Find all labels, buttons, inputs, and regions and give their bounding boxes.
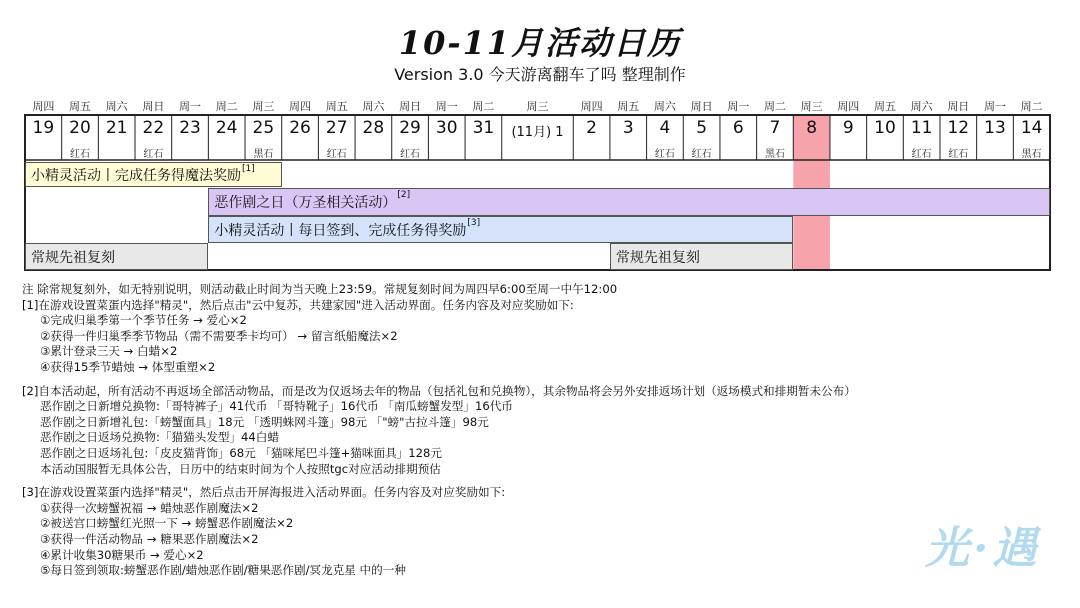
day-number: 27 <box>325 118 348 138</box>
day-number: 25 <box>252 118 275 138</box>
weekday-label: 周六 <box>105 100 128 113</box>
note-1-item: ④获得15季节蜡烛 → 体型重塑×2 <box>40 359 216 374</box>
weekday-label: 周一 <box>435 100 458 113</box>
event-bar <box>25 243 208 270</box>
weekday-label: 周四 <box>837 100 860 113</box>
weekday-label: 周日 <box>142 100 165 113</box>
event-label: 小精灵活动丨每日签到、完成任务得奖励 <box>214 222 467 239</box>
day-number: 8 <box>806 118 818 138</box>
weekday-label: 周日 <box>690 100 713 113</box>
notes-section <box>22 282 1062 579</box>
candle-badge: 黑石 <box>1021 149 1042 160</box>
day-number: 10 <box>874 118 896 138</box>
weekday-label: 周五 <box>325 100 348 113</box>
weekday-label: 周六 <box>653 100 676 113</box>
event-footnote-ref: [1] <box>242 164 255 174</box>
day-number: 11 <box>910 118 933 138</box>
event-bar <box>25 162 282 187</box>
day-number: 24 <box>215 118 238 138</box>
day-number: 3 <box>622 118 634 138</box>
day-number: 9 <box>842 118 854 138</box>
note-1-item: ①完成归巢季第一个季节任务 → 爱心×2 <box>40 313 247 328</box>
weekday-label: 周四 <box>32 100 55 113</box>
day-number: 19 <box>32 118 55 138</box>
weekday-label: 周六 <box>910 100 933 113</box>
weekday-label: 周二 <box>763 100 786 113</box>
notes-intro: 注 除常规复刻外，如无特别说明，则活动截止时间为当天晚上23:59。常规复刻时间为周四早6:00至周一中午12:00 <box>22 282 618 296</box>
page-subtitle: Version 3.0 今天游离翻车了吗 整理制作 <box>394 65 686 84</box>
day-number: 13 <box>984 118 1006 138</box>
candle-badge: 红石 <box>654 149 675 160</box>
event-label: 小精灵活动丨完成任务得魔法奖励 <box>31 167 241 184</box>
weekday-label: 周四 <box>289 100 312 113</box>
note-3-item: ①获得一次螃蟹祝福 → 蜡烛恶作剧魔法×2 <box>40 500 259 515</box>
event-bar <box>610 243 793 270</box>
weekday-label: 周四 <box>580 100 603 113</box>
weekday-label: 周日 <box>947 100 970 113</box>
day-number: 22 <box>142 118 165 138</box>
note-2-item: 恶作剧之日新增礼包:「螃蟹面具」18元 「透明蛛网斗篷」98元 「"螃"古拉斗篷」98元 <box>40 414 489 429</box>
note-1-item: ③累计登录三天 → 白蜡×2 <box>40 344 178 359</box>
candle-badge: 红石 <box>911 149 932 160</box>
note-3-item: ②被送宫口螃蟹红光照一下 → 螃蟹恶作剧魔法×2 <box>40 516 294 531</box>
weekday-label: 周三 <box>252 100 275 113</box>
note-2-item: 恶作剧之日新增兑换物:「哥特裤子」41代币 「哥特靴子」16代币 「南瓜螃蟹发型」16代币 <box>40 399 513 414</box>
weekday-label: 周一 <box>179 100 202 113</box>
weekday-label: 周二 <box>472 100 495 113</box>
weekday-label: 周五 <box>617 100 640 113</box>
candle-badge: 红石 <box>400 149 421 160</box>
day-number: 23 <box>179 118 201 138</box>
candle-badge: 红石 <box>948 149 969 160</box>
candle-badge: 黑石 <box>764 149 785 160</box>
note-2-heading: [2]自本活动起，所有活动不再返场全部活动物品，而是改为仅返场去年的物品（包括礼包和兑换物），其余物品将会另外安排返场计划（返场模式和排期暂未公布） <box>22 383 856 398</box>
note-2-item: 本活动国服暂无具体公告，日历中的结束时间为个人按照tgc对应活动排期预估 <box>40 461 441 476</box>
page-title: 10-11月活动日历 <box>398 24 682 62</box>
note-2-item: 恶作剧之日返场礼包:「皮皮猫背饰」68元 「猫咪尾巴斗篷+猫咪面具」128元 <box>40 445 443 460</box>
day-number: 6 <box>732 118 744 138</box>
note-3-heading: [3]在游戏设置菜蛋内选择"精灵"，然后点击开屏海报进入活动界面。任务内容及对应奖励如下: <box>22 485 506 500</box>
day-number: 29 <box>399 118 421 138</box>
note-2-item: 恶作剧之日返场兑换物:「猫猫头发型」44白蜡 <box>40 430 279 445</box>
day-number: 28 <box>362 118 385 138</box>
weekday-label: 周一 <box>983 100 1006 113</box>
note-3-item: ④累计收集30糖果币 → 爱心×2 <box>40 547 204 562</box>
day-number: 2 <box>586 118 597 138</box>
event-label: 常规先祖复刻 <box>615 249 700 266</box>
weekday-label: 周二 <box>215 100 238 113</box>
weekday-label: 周五 <box>873 100 896 113</box>
day-number: 31 <box>472 118 495 138</box>
day-number: 5 <box>696 118 708 138</box>
weekday-label: 周二 <box>1020 100 1043 113</box>
game-logo-watermark: 光·遇 <box>925 523 1041 574</box>
event-label: 恶作剧之日（万圣相关活动） <box>214 195 397 211</box>
day-number: 30 <box>435 118 458 138</box>
day-number: 4 <box>659 118 671 138</box>
weekday-label: 周五 <box>69 100 91 113</box>
note-3-item: ⑤每日签到领取:螃蟹恶作剧/蜡烛恶作剧/糖果恶作剧/冥龙克星 中的一种 <box>40 563 406 578</box>
weekday-label: 周六 <box>362 100 385 113</box>
day-number: 20 <box>69 118 91 138</box>
event-footnote-ref: [3] <box>467 218 481 228</box>
day-number: 7 <box>769 118 781 138</box>
event-bar <box>208 188 1050 216</box>
day-number: 14 <box>1020 118 1043 138</box>
weekday-label: 周三 <box>800 100 823 113</box>
weekday-label: 周日 <box>399 100 422 113</box>
candle-badge: 红石 <box>143 149 164 160</box>
candle-badge: 红石 <box>691 149 712 160</box>
note-1-item: ②获得一件归巢季季节物品（需不需要季卡均可） → 留言纸船魔法×2 <box>40 328 398 343</box>
weekday-label: 周一 <box>727 100 750 113</box>
candle-badge: 红石 <box>70 149 90 160</box>
candle-badge: 黑石 <box>253 149 274 160</box>
candle-badge: 红石 <box>326 149 347 160</box>
day-number: 26 <box>289 118 311 138</box>
event-bar <box>208 216 793 243</box>
note-3-item: ③获得一件活动物品 → 糖果恶作剧魔法×2 <box>40 531 259 546</box>
event-footnote-ref: [2] <box>397 190 411 200</box>
weekday-label: 周三 <box>526 100 549 113</box>
day-number: 12 <box>947 118 970 138</box>
note-1-heading: [1]在游戏设置菜蛋内选择"精灵"，然后点击"云中复苏，共建家园"进入活动界面。任务内容及对应奖励如下: <box>22 297 574 312</box>
event-label: 常规先祖复刻 <box>31 249 115 266</box>
day-number: (11月) 1 <box>511 125 564 140</box>
day-number: 21 <box>105 118 128 138</box>
